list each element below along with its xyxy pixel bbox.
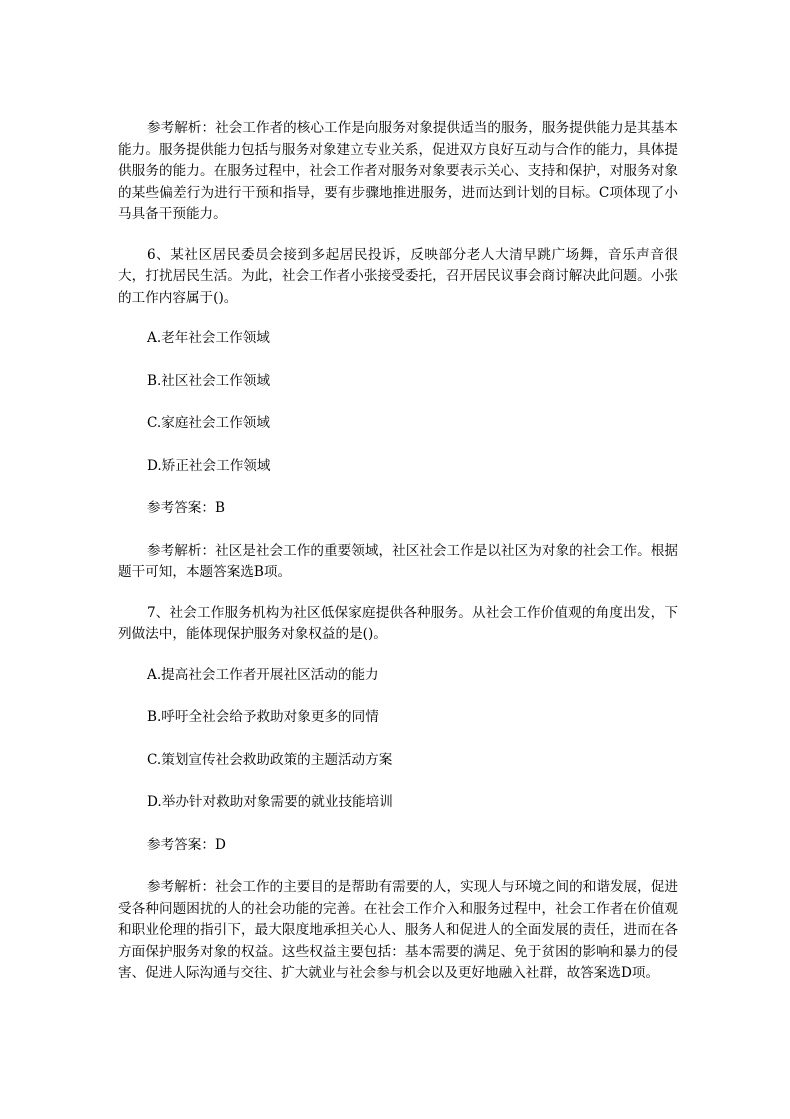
q6-option-b: B.社区社会工作领域 [147, 372, 271, 389]
q7-option-b: B.呼吁全社会给予救助对象更多的同情 [147, 709, 379, 725]
q6-option-d: D.矫正社会工作领域 [147, 457, 271, 474]
q6-answer: 参考答案：B [147, 500, 225, 516]
document-page [118, 118, 678, 985]
q7-option-a: A.提高社会工作者开展社区活动的能力 [147, 666, 379, 683]
q7-option-d: D.举办针对救助对象需要的就业技能培训 [147, 794, 393, 810]
q6-question: 6、某社区居民委员会接到多起居民投诉，反映部分老人大清早跳广场舞，音乐声音很大，打扰居民生活。为此，社会工作者小张接受委托，召开居民议事会商讨解决此问题。小张的工作内容属于()。 [118, 246, 678, 306]
q6-analysis: 参考解析：社区是社会工作的重要领域，社区社会工作是以社区为对象的社会工作。根据题干可知，本题答案选B项。 [118, 542, 678, 580]
q7-answer: 参考答案：D [147, 836, 226, 853]
q5-analysis: 参考解析：社会工作者的核心工作是向服务对象提供适当的服务，服务提供能力是其基本能力。服务提供能力包括与服务对象建立专业关系，促进双方良好互动与合作的能力，具体提供服务的能力。在服务过程中，社会工作者对服务对象要表示关心、支持和保护，对服务对象的某些偏差行为进行干预和指导，要有步骤地推进服务，进而达到计划的目标。C项体现了小马具备干预能力。 [118, 120, 678, 222]
q7-question: 7、社会工作服务机构为社区低保家庭提供各种服务。从社会工作价值观的角度出发，下列做法中，能体现保护服务对象权益的是()。 [118, 604, 678, 642]
q6-option-c: C.家庭社会工作领域 [147, 415, 270, 431]
q6-option-a: A.老年社会工作领域 [147, 330, 270, 346]
q7-analysis: 参考解析：社会工作的主要目的是帮助有需要的人，实现人与环境之间的和谐发展，促进受各种问题困扰的人的社会功能的完善。在社会工作介入和服务过程中，社会工作者在价值观和职业伦理的指引下，最大限度地承担关心人、服务人和促进人的全面发展的责任，进而在各方面保护服务对象的权益。这些权益主要包括：基本需要的满足、免于贫困的影响和暴力的侵害、促进人际沟通与交往、扩大就业与社会参与机会以及更好地融入社群，故答案选D项。 [118, 879, 678, 981]
q7-option-c: C.策划宣传社会救助政策的主题活动方案 [147, 751, 393, 768]
